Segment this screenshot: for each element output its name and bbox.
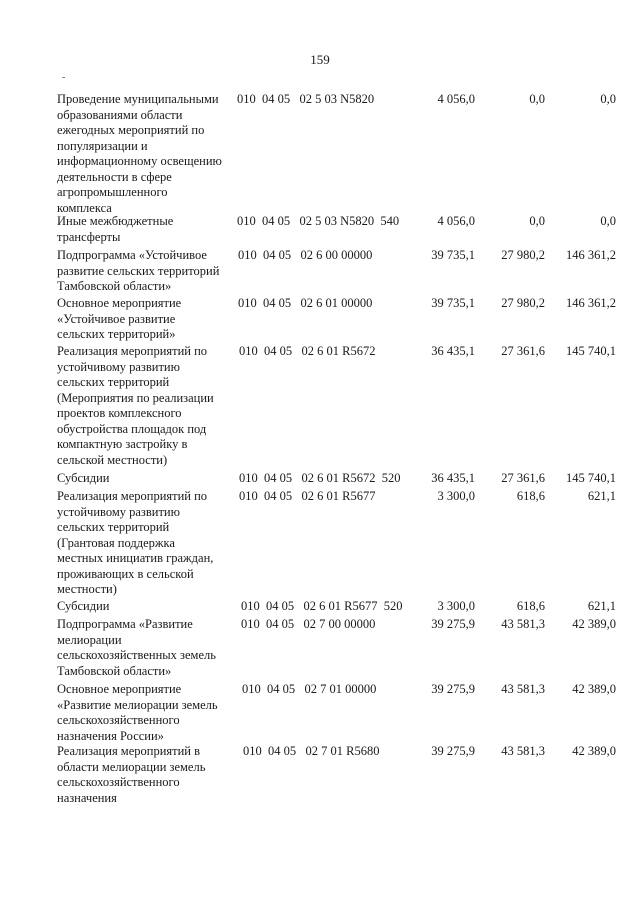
row-value-3: 146 361,2: [566, 296, 616, 310]
row-code: 010 04 05 02 6 01 R5677: [239, 489, 376, 503]
row-value-1: 4 056,0: [437, 92, 475, 106]
row-code: 010 04 05 02 7 01 00000: [242, 682, 377, 696]
scan-mark: -: [62, 72, 66, 83]
row-value-1: 39 275,9: [431, 682, 475, 696]
row-value-1: 39 735,1: [431, 248, 475, 262]
row-value-3: 0,0: [600, 214, 616, 228]
row-value-1: 39 275,9: [431, 617, 475, 631]
row-value-2: 27 980,2: [501, 248, 545, 262]
row-value-1: 39 275,9: [431, 744, 475, 758]
row-value-2: 27 361,6: [501, 344, 545, 358]
row-name: Основное мероприятие «Устойчивое развитие сельских территорий»: [57, 296, 182, 341]
row-name: Иные межбюджетные трансферты: [57, 214, 174, 244]
row-value-2: 618,6: [516, 599, 545, 613]
row-value-3: 42 389,0: [572, 682, 616, 696]
row-code: 010 04 05 02 6 01 R5677 520: [241, 599, 403, 613]
row-value-3: 42 389,0: [572, 617, 616, 631]
row-code: 010 04 05 02 7 01 R5680: [243, 744, 380, 758]
row-value-2: 43 581,3: [501, 682, 545, 696]
row-name: Проведение муниципальными образованиями области ежегодных мероприятий по популяризации и информационному освещению деятельности в сфере агропромышленного комплекса: [57, 92, 222, 215]
row-value-2: 27 980,2: [501, 296, 545, 310]
row-code: 010 04 05 02 5 03 N5820: [237, 92, 375, 106]
row-value-2: 43 581,3: [501, 617, 545, 631]
row-value-3: 146 361,2: [566, 248, 616, 262]
row-code: 010 04 05 02 6 00 00000: [238, 248, 373, 262]
row-code: 010 04 05 02 6 01 R5672 520: [239, 471, 401, 485]
row-name: Реализация мероприятий по устойчивому развитию сельских территорий (Грантовая поддержка местных инициатив граждан, проживающих в сельской местности): [57, 489, 214, 596]
row-value-3: 621,1: [587, 599, 616, 613]
row-name: Субсидии: [57, 471, 110, 485]
row-name: Субсидии: [57, 599, 110, 613]
row-value-2: 618,6: [516, 489, 545, 503]
row-value-3: 42 389,0: [572, 744, 616, 758]
row-value-3: 145 740,1: [566, 344, 616, 358]
row-value-1: 36 435,1: [431, 344, 475, 358]
row-value-3: 145 740,1: [566, 471, 616, 485]
row-name: Реализация мероприятий в области мелиорации земель сельскохозяйственного назначения: [57, 744, 206, 805]
row-code: 010 04 05 02 6 01 00000: [238, 296, 373, 310]
row-name: Подпрограмма «Развитие мелиорации сельскохозяйственных земель Тамбовской области»: [57, 617, 216, 678]
row-value-3: 0,0: [600, 92, 616, 106]
page-number: 159: [310, 52, 330, 67]
row-value-2: 0,0: [529, 92, 545, 106]
row-code: 010 04 05 02 7 00 00000: [241, 617, 376, 631]
row-value-2: 43 581,3: [501, 744, 545, 758]
row-code: 010 04 05 02 5 03 N5820 540: [237, 214, 400, 228]
row-value-1: 3 300,0: [437, 599, 475, 613]
row-value-1: 39 735,1: [431, 296, 475, 310]
row-name: Подпрограмма «Устойчивое развитие сельских территорий Тамбовской области»: [57, 248, 220, 293]
row-name: Основное мероприятие «Развитие мелиорации земель сельскохозяйственного назначения России»: [57, 682, 218, 743]
row-value-2: 27 361,6: [501, 471, 545, 485]
row-value-3: 621,1: [587, 489, 616, 503]
row-value-2: 0,0: [529, 214, 545, 228]
row-value-1: 3 300,0: [437, 489, 475, 503]
row-value-1: 4 056,0: [437, 214, 475, 228]
row-code: 010 04 05 02 6 01 R5672: [239, 344, 376, 358]
row-name: Реализация мероприятий по устойчивому развитию сельских территорий (Мероприятия по реализации проектов комплексного обустройства площадок под компактную застройку в сельской местности): [57, 344, 214, 467]
row-value-1: 36 435,1: [431, 471, 475, 485]
